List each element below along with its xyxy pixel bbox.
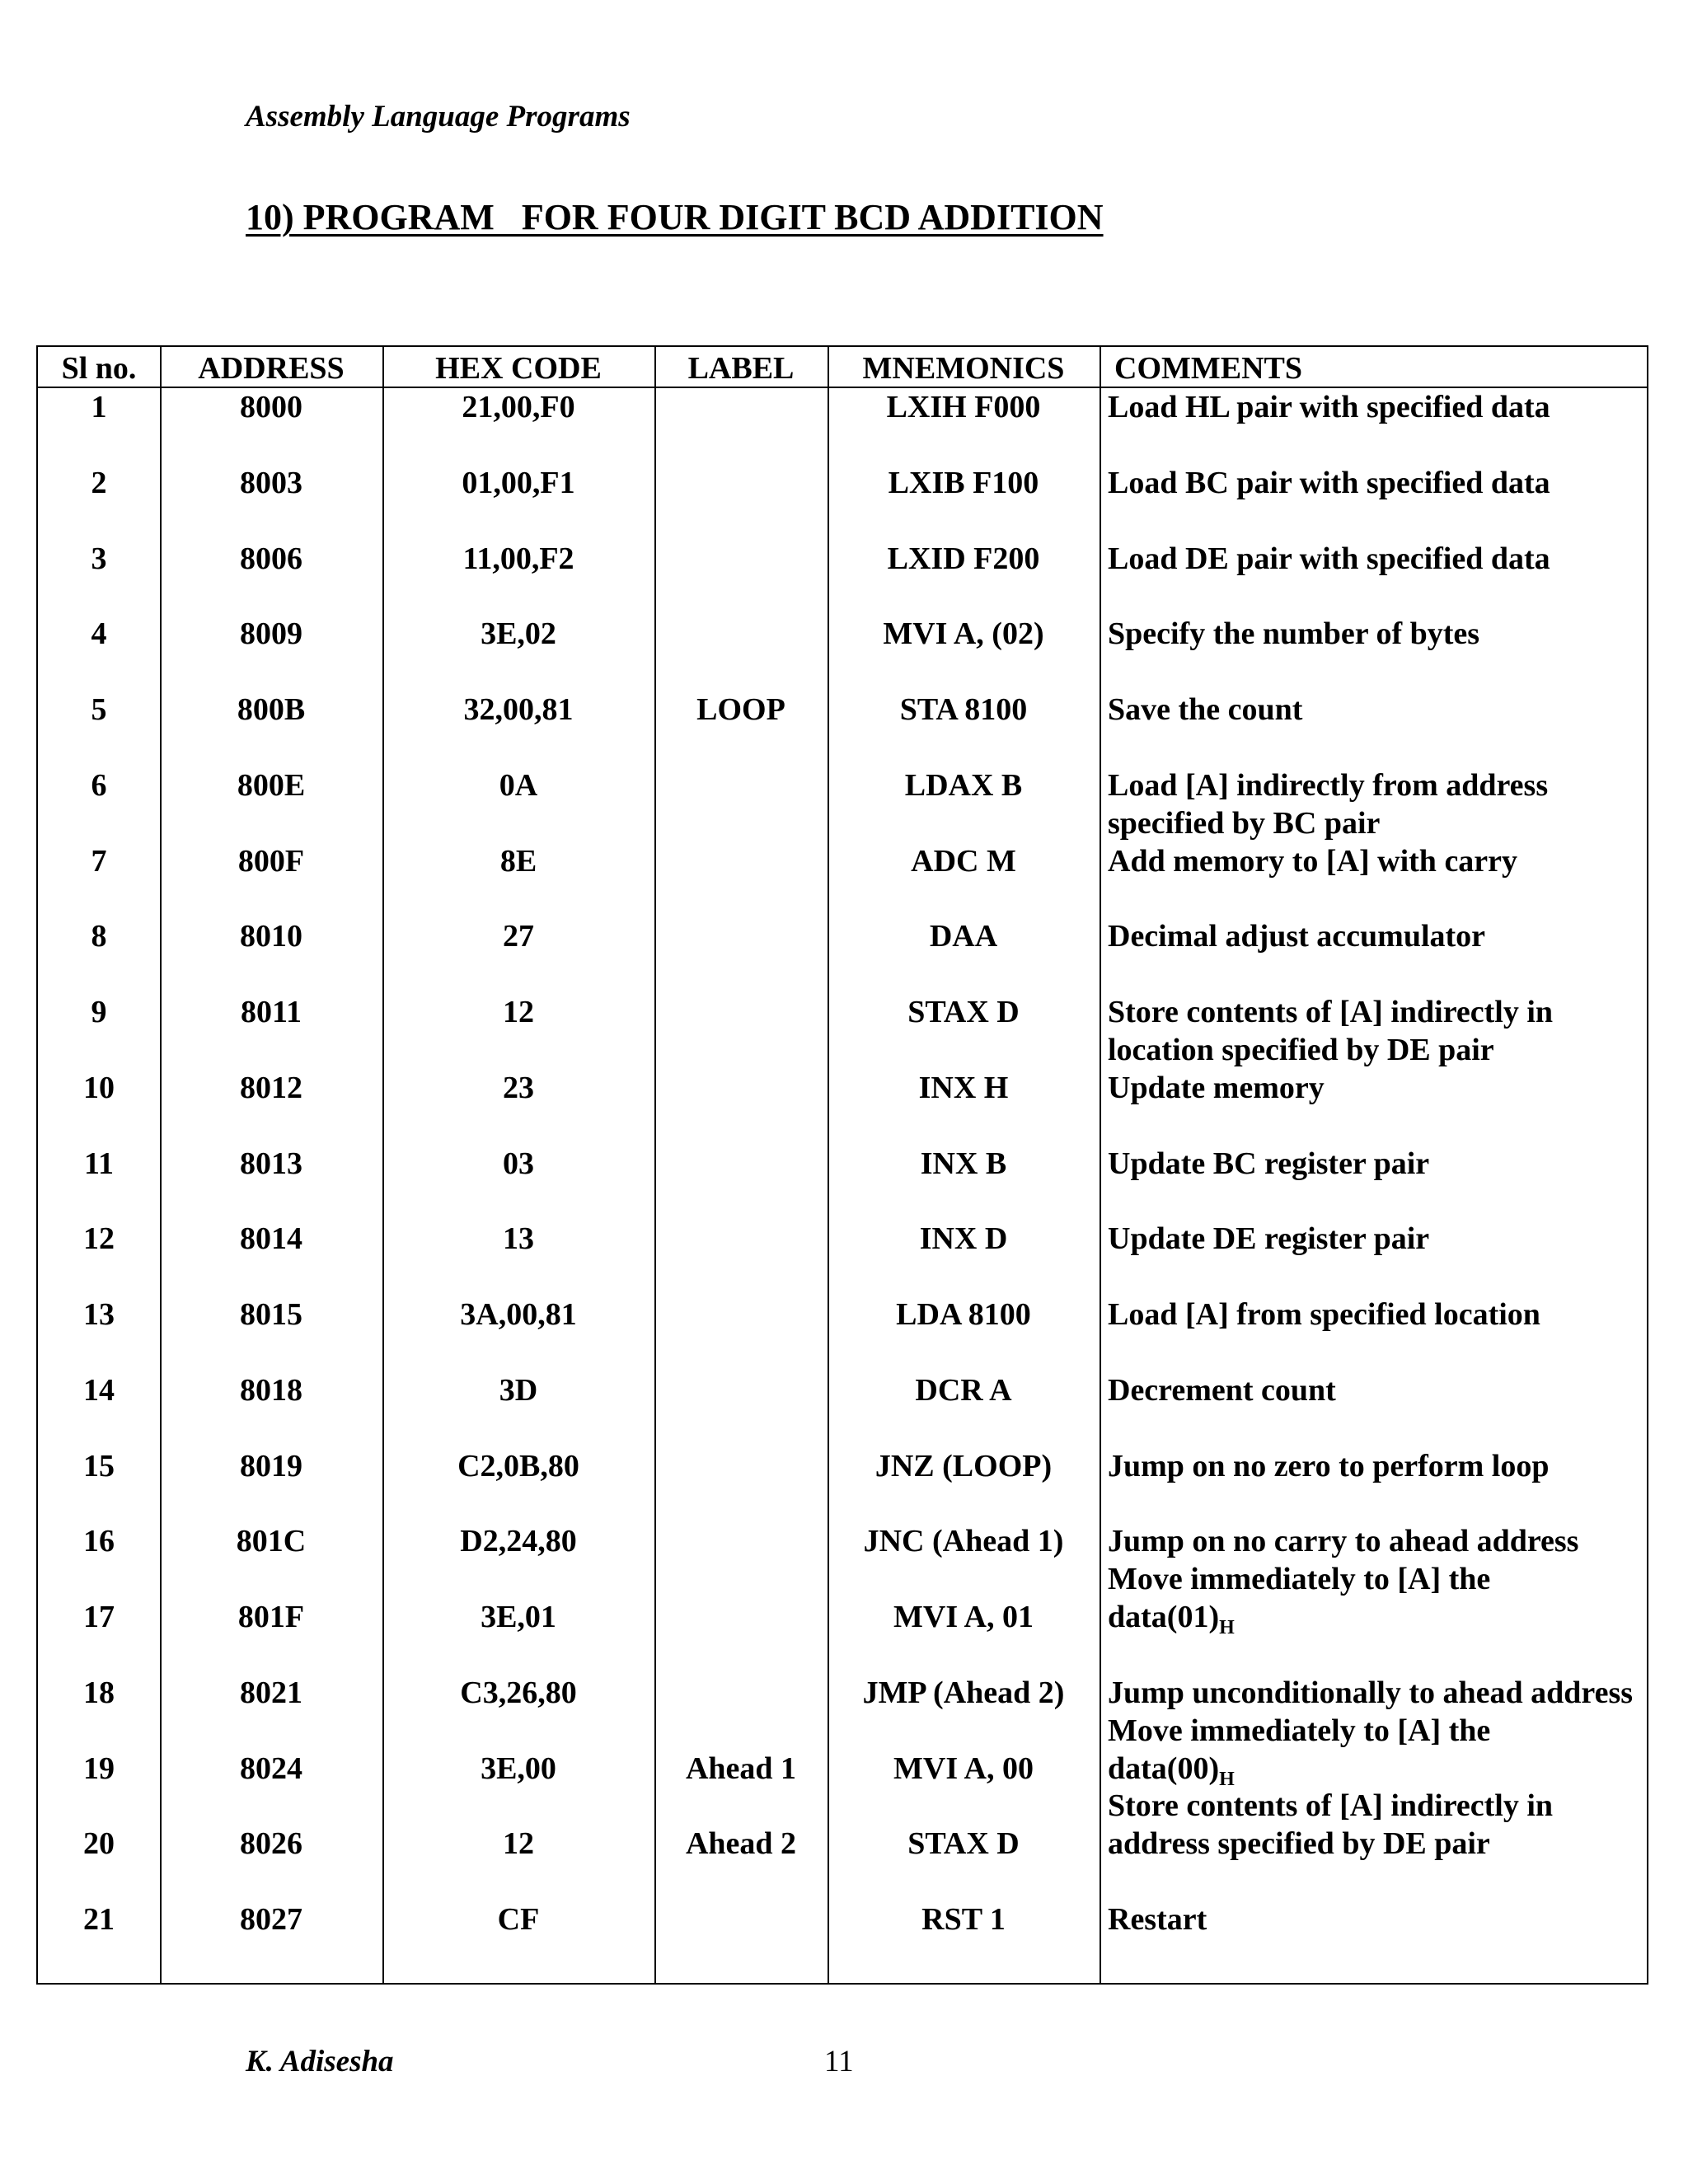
cell-address: 8012 xyxy=(240,1070,302,1105)
cell-comment: Update memory xyxy=(1108,1070,1325,1105)
cell-address: 8014 xyxy=(240,1221,302,1257)
cell-comment: Store contents of [A] indirectly in location specified by DE pair xyxy=(1108,995,1554,1067)
cell-address: 8009 xyxy=(240,616,302,652)
cell-comment: Specify the number of bytes xyxy=(1108,616,1480,652)
cell-comment: Restart xyxy=(1108,1902,1207,1937)
program-title: 10) PROGRAM FOR FOUR DIGIT BCD ADDITION xyxy=(246,197,1104,237)
header-mnemonics: MNEMONICS xyxy=(862,351,1065,386)
cell-address: 8027 xyxy=(240,1902,302,1937)
page-number: 11 xyxy=(824,2045,854,2079)
cell-sl-no: 1 xyxy=(91,390,107,424)
cell-comment: Load BC pair with specified data xyxy=(1108,465,1550,500)
cell-sl-no: 18 xyxy=(83,1675,115,1710)
cell-comment: Load DE pair with specified data xyxy=(1108,541,1550,576)
cell-hex-code: D2,24,80 xyxy=(460,1524,577,1559)
cell-comment: Decimal adjust accumulator xyxy=(1108,919,1486,954)
cell-label: Ahead 2 xyxy=(685,1826,797,1862)
cell-address: 8003 xyxy=(240,465,302,500)
comment-line: Move immediately to [A] the xyxy=(1108,1562,1491,1596)
cell-sl-no: 7 xyxy=(91,843,107,879)
cell-address: 8024 xyxy=(240,1750,302,1786)
cell-sl-no: 2 xyxy=(91,465,107,500)
cell-address: 8019 xyxy=(240,1448,302,1483)
comment-line xyxy=(1108,1598,1643,1647)
cell-comment: Save the count xyxy=(1108,692,1303,727)
cell-address: 8010 xyxy=(240,919,302,954)
cell-comment xyxy=(1108,1712,1643,1798)
cell-hex-code: 8E xyxy=(499,843,537,879)
cell-mnemonic: STA 8100 xyxy=(899,692,1028,727)
cell-mnemonic: LXIH F000 xyxy=(886,390,1041,424)
cell-mnemonic: DAA xyxy=(929,919,998,954)
cell-address: 801C xyxy=(236,1524,307,1559)
cell-hex-code: 3E,01 xyxy=(481,1600,556,1634)
cell-hex-code: 03 xyxy=(503,1146,534,1181)
cell-sl-no: 14 xyxy=(83,1372,115,1408)
cell-comment: Update BC register pair xyxy=(1108,1146,1430,1181)
header-sl-no: Sl no. xyxy=(61,351,137,386)
cell-address: 800E xyxy=(237,767,306,803)
cell-hex-code: 01,00,F1 xyxy=(462,465,575,500)
cell-sl-no: 5 xyxy=(91,692,107,727)
cell-address: 8000 xyxy=(240,390,302,424)
cell-address: 8013 xyxy=(240,1146,302,1181)
cell-sl-no: 10 xyxy=(83,1070,115,1105)
column-divider xyxy=(654,347,656,1983)
cell-mnemonic: JNZ (LOOP) xyxy=(874,1448,1053,1483)
cell-mnemonic: DCR A xyxy=(915,1372,1012,1408)
hex-subscript: H xyxy=(1219,1768,1235,1790)
cell-comment: Load [A] indirectly from address specified by BC pair xyxy=(1108,767,1549,841)
cell-label: LOOP xyxy=(696,692,785,727)
cell-sl-no: 19 xyxy=(83,1750,115,1786)
header-comments: COMMENTS xyxy=(1114,351,1302,386)
cell-comment: Load [A] from specified location xyxy=(1108,1297,1540,1332)
column-divider xyxy=(1100,347,1101,1983)
cell-comment: Jump on no carry to ahead address xyxy=(1108,1524,1579,1559)
cell-mnemonic: STAX D xyxy=(907,1826,1020,1862)
cell-address: 800B xyxy=(237,692,306,727)
cell-address: 8021 xyxy=(240,1675,302,1710)
footer-author: K. Adisesha xyxy=(246,2045,394,2079)
cell-comment: Decrement count xyxy=(1108,1372,1336,1408)
cell-sl-no: 15 xyxy=(83,1448,115,1483)
cell-hex-code: 3D xyxy=(499,1372,538,1408)
cell-address: 8006 xyxy=(240,541,302,576)
cell-hex-code: C3,26,80 xyxy=(460,1675,577,1710)
cell-mnemonic: STAX D xyxy=(907,995,1020,1029)
program-table xyxy=(36,345,1648,1985)
cell-comment: Update DE register pair xyxy=(1108,1221,1430,1257)
cell-sl-no: 6 xyxy=(91,767,107,803)
cell-mnemonic: MVI A, 00 xyxy=(893,1750,1034,1786)
cell-hex-code: CF xyxy=(497,1902,540,1937)
cell-comment xyxy=(1108,1560,1643,1647)
cell-comment: Load HL pair with specified data xyxy=(1108,390,1550,424)
cell-hex-code: 23 xyxy=(503,1070,534,1105)
cell-mnemonic: LDAX B xyxy=(904,767,1023,803)
cell-sl-no: 8 xyxy=(91,919,107,954)
cell-label: Ahead 1 xyxy=(685,1750,797,1786)
cell-mnemonic: LDA 8100 xyxy=(896,1297,1031,1332)
cell-mnemonic: ADC M xyxy=(911,843,1016,879)
cell-address: 8018 xyxy=(240,1372,302,1408)
cell-hex-code: 3A,00,81 xyxy=(460,1297,577,1332)
cell-mnemonic: INX D xyxy=(919,1221,1008,1257)
header-label: LABEL xyxy=(687,351,795,386)
cell-sl-no: 16 xyxy=(83,1524,115,1559)
cell-mnemonic: MVI A, 01 xyxy=(893,1600,1034,1634)
cell-address: 8026 xyxy=(240,1826,302,1862)
cell-hex-code: 12 xyxy=(503,995,534,1029)
cell-hex-code: C2,0B,80 xyxy=(457,1448,579,1483)
cell-sl-no: 17 xyxy=(83,1600,115,1634)
cell-mnemonic: LXIB F100 xyxy=(888,465,1039,500)
cell-hex-code: 0A xyxy=(499,767,538,803)
cell-hex-code: 13 xyxy=(503,1221,534,1257)
hex-subscript: H xyxy=(1219,1617,1235,1638)
cell-hex-code: 11,00,F2 xyxy=(462,541,574,576)
cell-mnemonic: INX B xyxy=(920,1146,1007,1181)
cell-sl-no: 4 xyxy=(91,616,107,652)
header-hex-code: HEX CODE xyxy=(435,351,602,386)
cell-hex-code: 21,00,F0 xyxy=(462,390,575,424)
comment-data: data(00) xyxy=(1108,1750,1220,1786)
cell-sl-no: 3 xyxy=(91,541,107,576)
cell-hex-code: 32,00,81 xyxy=(463,692,574,727)
cell-address: 801F xyxy=(237,1600,305,1634)
comment-data: data(01) xyxy=(1108,1600,1220,1634)
cell-mnemonic: MVI A, (02) xyxy=(883,616,1044,652)
cell-sl-no: 13 xyxy=(83,1297,115,1332)
cell-comment: Jump on no zero to perform loop xyxy=(1108,1448,1550,1483)
cell-comment: Jump unconditionally to ahead address xyxy=(1108,1675,1634,1710)
running-header: Assembly Language Programs xyxy=(246,100,631,134)
cell-comment: Add memory to [A] with carry xyxy=(1108,843,1518,879)
cell-sl-no: 21 xyxy=(83,1902,115,1937)
cell-address: 8011 xyxy=(241,995,302,1029)
cell-mnemonic: RST 1 xyxy=(921,1902,1006,1937)
cell-hex-code: 27 xyxy=(503,919,534,954)
header-address: ADDRESS xyxy=(198,351,345,386)
comment-line: Move immediately to [A] the xyxy=(1108,1713,1491,1748)
cell-hex-code: 3E,00 xyxy=(481,1750,556,1786)
cell-mnemonic: JNC (Ahead 1) xyxy=(863,1524,1064,1559)
cell-sl-no: 9 xyxy=(91,995,107,1029)
cell-hex-code: 12 xyxy=(503,1826,534,1862)
cell-hex-code: 3E,02 xyxy=(481,616,556,652)
cell-address: 800F xyxy=(237,843,305,879)
cell-address: 8015 xyxy=(240,1297,302,1332)
cell-comment: Store contents of [A] indirectly in address specified by DE pair xyxy=(1108,1788,1554,1862)
cell-mnemonic: LXID F200 xyxy=(887,541,1040,576)
cell-mnemonic: INX H xyxy=(918,1070,1009,1105)
cell-mnemonic: JMP (Ahead 2) xyxy=(862,1675,1065,1710)
cell-sl-no: 11 xyxy=(84,1146,114,1181)
cell-sl-no: 12 xyxy=(83,1221,115,1257)
cell-sl-no: 20 xyxy=(83,1826,115,1862)
